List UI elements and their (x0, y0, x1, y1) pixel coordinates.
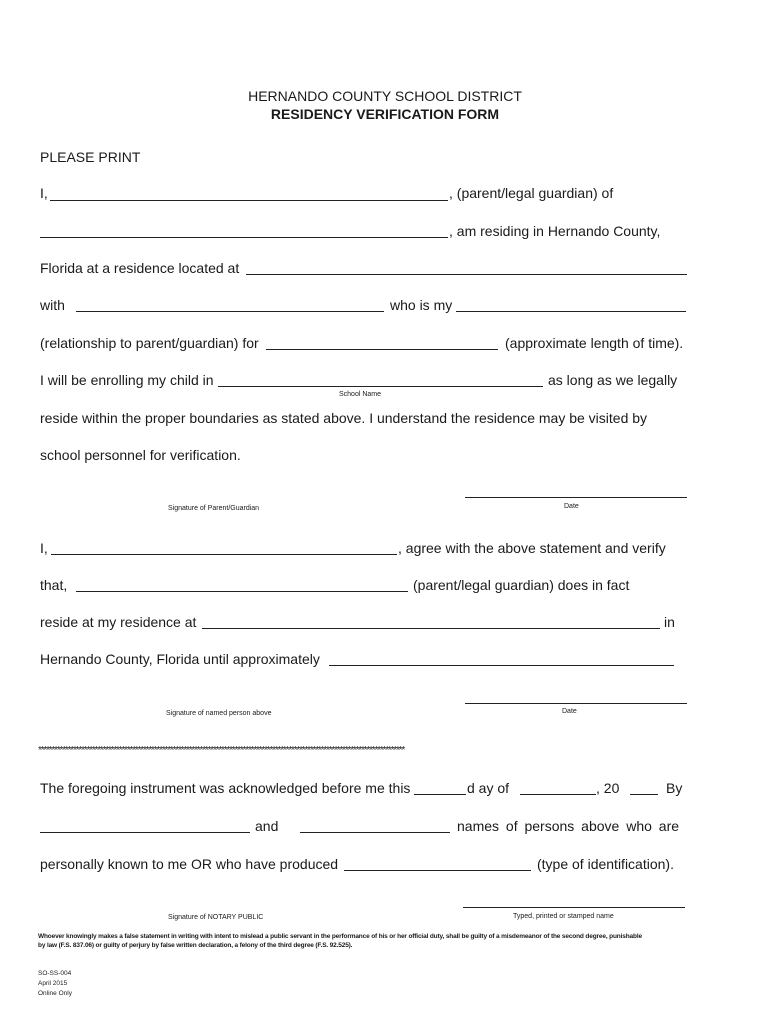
s3-line2-end: names of persons above who are (457, 818, 680, 834)
s3-line2-mid: and (255, 818, 279, 834)
child-name-field[interactable] (40, 237, 448, 238)
s1-line3-start: Florida at a residence located at (40, 260, 240, 276)
s2-line2-start: that, (40, 577, 68, 593)
s1-line5-start: (relationship to parent/guardian) for (40, 335, 259, 351)
resident-with-field[interactable] (76, 311, 384, 312)
s2-line1-start: I, (40, 540, 48, 556)
relationship-field[interactable] (456, 311, 686, 312)
s1-line5-end: (approximate length of time). (505, 335, 684, 351)
s1-line6-start: I will be enrolling my child in (40, 372, 214, 388)
parent-date-line[interactable] (465, 497, 687, 498)
notary-typed-name-line[interactable] (463, 907, 685, 908)
until-date-field[interactable] (329, 665, 674, 666)
form-note: Online Only (38, 990, 72, 997)
s2-line4-start: Hernando County, Florida until approximately (40, 651, 320, 667)
s2-line2-end: (parent/legal guardian) does in fact (413, 577, 630, 593)
s1-line6-end: as long as we legally (548, 372, 678, 388)
s1-line7: reside within the proper boundaries as stated above. I understand the residence may be visited by (40, 410, 648, 426)
s1-line8: school personnel for verification. (40, 447, 241, 463)
verifier-date-label: Date (562, 708, 577, 715)
notary-year-field[interactable] (630, 794, 658, 795)
legal-warning-line2: by law (F.S. 837.06) or guilty of perjury by false written declaration, a felony of the third degree (F.S. 92.525). (38, 942, 353, 949)
person1-name-field[interactable] (40, 832, 250, 833)
verifier-date-line[interactable] (465, 703, 687, 704)
residence-address-field[interactable] (246, 274, 687, 275)
s1-line1-start: I, (40, 185, 48, 201)
s3-line1-a: The foregoing instrument was acknowledged before me this (40, 780, 411, 796)
identification-type-field[interactable] (344, 870, 531, 871)
form-date: April 2015 (38, 980, 68, 987)
verifier-signature-label: Signature of named person above (166, 710, 272, 717)
parent-name-field[interactable] (50, 200, 448, 201)
please-print-label: PLEASE PRINT (40, 149, 141, 165)
s2-line3-end: in (664, 614, 675, 630)
district-title: HERNANDO COUNTY SCHOOL DISTRICT (248, 88, 522, 104)
s3-line3-start: personally known to me OR who have produced (40, 856, 339, 872)
verifier-address-field[interactable] (202, 628, 660, 629)
notary-typed-name-label: Typed, printed or stamped name (513, 913, 614, 920)
parent-date-label: Date (564, 503, 579, 510)
s1-line1-end: , (parent/legal guardian) of (449, 185, 614, 201)
notary-day-field[interactable] (414, 794, 466, 795)
s3-line1-b: d ay of (467, 780, 510, 796)
school-name-label: School Name (339, 391, 382, 398)
person2-name-field[interactable] (300, 832, 450, 833)
asterisk-separator: **************************************************************************************************************************************** (38, 745, 405, 756)
s2-line3-start: reside at my residence at (40, 614, 197, 630)
legal-warning-line1: Whoever knowingly makes a false statement in writing with intent to mislead a public servant in the performance of his or her official duty, shall be guilty of a misdemeanor of the second degree, punishable (38, 933, 642, 940)
guardian-name-field[interactable] (76, 591, 408, 592)
form-number: SO-SS-004 (38, 970, 72, 977)
s3-line3-end: (type of identification). (537, 856, 674, 872)
notary-signature-label: Signature of NOTARY PUBLIC (168, 914, 264, 921)
s1-line2-end: , am residing in Hernando County, (449, 223, 661, 239)
verifier-name-field[interactable] (51, 554, 397, 555)
notary-month-field[interactable] (520, 794, 596, 795)
school-name-field[interactable] (218, 386, 543, 387)
s3-line1-d: By (666, 780, 683, 796)
s3-line1-c: , 20 (596, 780, 620, 796)
s2-line1-end: , agree with the above statement and verify (398, 540, 666, 556)
length-of-time-field[interactable] (266, 349, 498, 350)
s1-line4-mid: who is my (390, 297, 453, 313)
s1-line4-start: with (40, 297, 65, 313)
parent-signature-label: Signature of Parent/Guardian (168, 505, 260, 512)
form-title: RESIDENCY VERIFICATION FORM (270, 106, 500, 122)
